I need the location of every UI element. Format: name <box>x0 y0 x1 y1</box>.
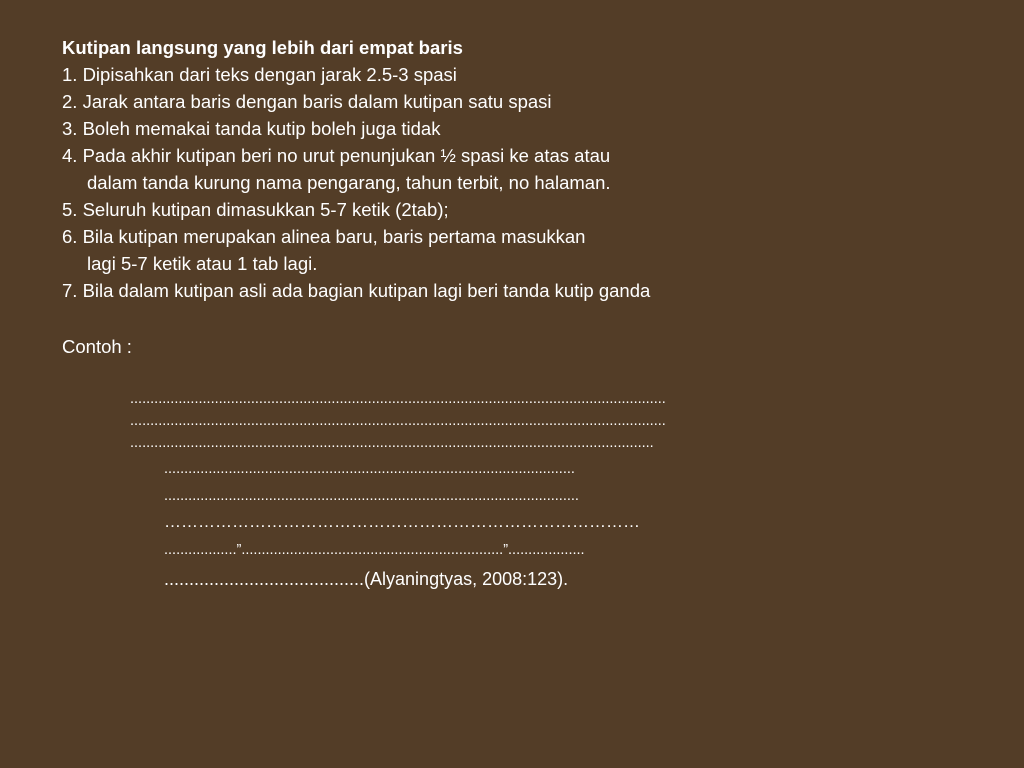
rule-5: 5. Seluruh kutipan dimasukkan 5-7 ketik (2tab); <box>62 199 449 220</box>
rule-2: 2. Jarak antara baris dengan baris dalam kutipan satu spasi <box>62 91 552 112</box>
rule-4-continuation: dalam tanda kurung nama pengarang, tahun terbit, no halaman. <box>87 172 611 193</box>
example-line-1: ..................................................................................................................................... <box>130 391 666 407</box>
rule-4: 4. Pada akhir kutipan beri no urut penunjukan ½ spasi ke atas atau <box>62 145 611 166</box>
rule-6-continuation: lagi 5-7 ketik atau 1 tab lagi. <box>87 253 318 274</box>
rule-7: 7. Bila dalam kutipan asli ada bagian kutipan lagi beri tanda kutip ganda <box>62 280 651 301</box>
example-line-5: ....................................................................................................... <box>164 488 579 504</box>
example-line-3: .................................................................................................................................. <box>130 435 654 451</box>
slide-title: Kutipan langsung yang lebih dari empat baris <box>62 37 463 58</box>
example-label: Contoh : <box>62 336 132 357</box>
example-line-7: ..................”.................................................................”................... <box>164 542 585 558</box>
example-line-citation: ........................................(Alyaningtyas, 2008:123). <box>164 569 569 589</box>
rule-3: 3. Boleh memakai tanda kutip boleh juga tidak <box>62 118 441 139</box>
example-line-2: ..................................................................................................................................... <box>130 413 666 429</box>
rule-6: 6. Bila kutipan merupakan alinea baru, baris pertama masukkan <box>62 226 586 247</box>
example-line-6: ………………………………………………………………………… <box>164 512 640 531</box>
example-line-4: ...................................................................................................... <box>164 461 575 477</box>
rule-1: 1. Dipisahkan dari teks dengan jarak 2.5-3 spasi <box>62 64 457 85</box>
